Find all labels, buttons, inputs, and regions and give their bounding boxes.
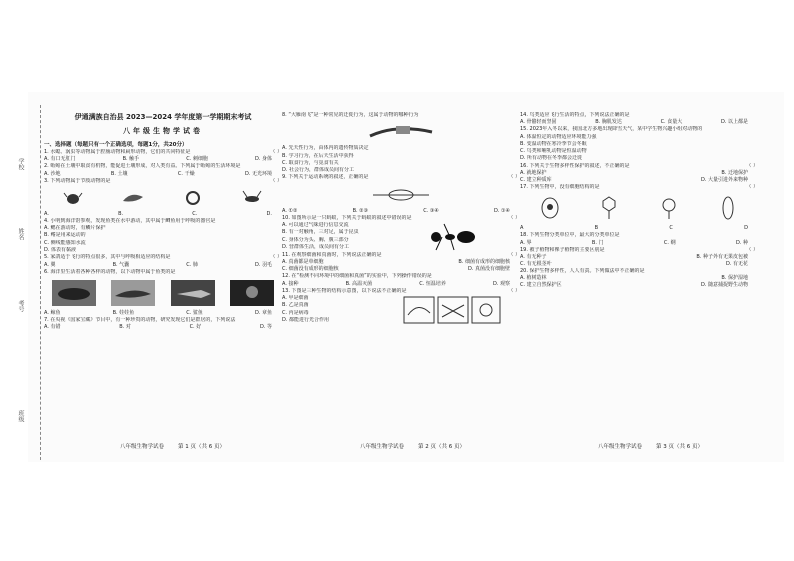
question-1: 1. 水螅、涡虫等动物属于腔肠动物和扁形动物，它们的共同特征是 （ ） <box>44 149 282 155</box>
question-9-image <box>282 184 520 206</box>
question-15-option-b: B. 变温动物在寒冷季节会冬眠 <box>520 140 587 147</box>
question-17-options: A B C D <box>520 225 748 232</box>
question-4-option-a: A. 鳃在游动时，有鳞片保护 <box>44 225 106 232</box>
binding-line <box>40 105 41 460</box>
muscle-diagram-icon <box>371 185 431 205</box>
question-10: 10. 如图所示是一只蚂蚁，下列关于蚂蚁的叙述中错误的是 （ ） <box>282 214 520 221</box>
question-5: 5. 家鸽适于飞行的特点很多，其中与呼吸相适应的结构是 （ ） <box>44 254 282 261</box>
cell-icon <box>538 195 562 221</box>
question-19-options-row2: C. 有无根茎叶 D. 有无花 <box>520 260 748 267</box>
question-13-option-a: A. 甲是细菌 <box>282 294 309 301</box>
octopus-photo-icon <box>230 280 274 306</box>
page-1-footer: 八年级生物学试卷 第 1 页（共 6 页） <box>120 444 226 450</box>
question-15-option-a: A. 体温恒定的动物适应环境能力强 <box>520 133 597 140</box>
question-2: 2. 蚯蚓在土壤中取食有机物，能促进土壤形成，对人类有益。下列属于蚯蚓的生活环境是 <box>44 163 241 170</box>
question-15-option-c: C. 鸟类和哺乳动物是恒温动物 <box>520 148 587 155</box>
question-10-option-a: A. 可以通过气味进行信息交流 <box>282 222 349 229</box>
question-10-option-d: D. 营群体生活，成员间有分工 <box>282 243 350 250</box>
question-12-options: A. 接种 B. 高温灭菌 C. 恒温培养 D. 观察 <box>282 280 510 287</box>
question-19-options-row1: A. 有无种子 B. 种子外有无果皮包被 <box>520 253 748 260</box>
question-8: 8. “大雁南飞”是一种常见的迁徙行为，这属于动物的哪种行为 <box>282 112 419 118</box>
salamander-photo-icon <box>111 280 155 306</box>
question-6: 6. 海洋里生活着各种各样的动物，以下动物中属于鱼类的是 <box>44 268 176 275</box>
question-8-image <box>282 121 520 143</box>
question-3-options: A. B. C. D. <box>44 210 272 217</box>
insect-icon <box>241 189 263 207</box>
question-4-option-c: C. 侧线能感知水流 <box>44 239 86 246</box>
question-7: 7. 在央视《国家宝藏》节目中，有一种珍贵的动物，研究发现它们是群居的，下列说法 <box>44 316 236 323</box>
shark-photo-icon <box>171 280 215 306</box>
question-9-options: A. ①② B. ②③ C. ③④ D. ①④ <box>282 207 510 214</box>
question-19: 19. 被子植物和裸子植物的主要区别是 （ ） <box>520 246 758 253</box>
side-label-school: 学校 <box>17 158 24 170</box>
exam-title: 伊通满族自治县 2023—2024 学年度第一学期期末考试 <box>74 113 252 121</box>
question-17: 17. 下列生物中，没有细胞结构的是 （ ） <box>520 184 758 191</box>
yeast-icon <box>657 195 681 221</box>
question-16: 16. 下列关于生物多样性保护的叙述，不正确的是 （ ） <box>520 162 758 169</box>
question-8-option-d: D. 社会行为，群体成员间有分工 <box>282 167 355 174</box>
page-3-column <box>520 100 758 445</box>
microbe-diagram-icon <box>402 295 502 325</box>
question-10-block <box>282 222 520 252</box>
question-13-block <box>282 295 520 325</box>
question-6-options: A. 鲸鱼 B. 娃娃鱼 C. 鲨鱼 D. 章鱼 <box>44 309 272 316</box>
side-label-exam-number: 考号 <box>17 300 24 312</box>
question-13: 13. 下图是三种生物的结构示意图，以下说法不正确的是 （ ） <box>282 287 520 294</box>
ant-icon <box>422 222 482 252</box>
question-13-option-d: D. 都能进行光合作用 <box>282 316 330 323</box>
question-4-option-b: B. 鳍是用来运动的 <box>44 232 86 239</box>
question-7-options: A. 有错 B. 对 C. 好 D. 等 <box>44 324 272 331</box>
question-20: 20. 保护生物多样性，人人有责。下列做法中不正确的是 <box>520 267 645 274</box>
question-8-option-c: C. 取食行为，与觅食有关 <box>282 159 339 166</box>
question-18-options: A. 界 B. 门 C. 纲 D. 种 <box>520 239 748 246</box>
question-3: 3. 下列动物属于节肢动物的是 （ ） <box>44 177 282 184</box>
virus-icon <box>597 195 621 221</box>
question-11: 11. 在观察细菌和真菌时，下列说法正确的是 （ ） <box>282 252 520 259</box>
page-2-footer: 八年级生物学试卷 第 2 页（共 6 页） <box>360 444 466 450</box>
question-16-options-row2: C. 建立种质库 D. 大量引进外来物种 <box>520 177 748 184</box>
question-2-options: A. 沙地 B. 土壤 C. 干燥 D. 无光环境 <box>44 170 272 177</box>
question-12: 12. 在“检测不同环境中的细菌和真菌”的实验中，下列操作错误的是 <box>282 273 432 280</box>
joint-diagram-icon <box>366 122 436 142</box>
question-13-option-b: B. 乙是真菌 <box>282 302 309 309</box>
question-15-option-d: D. 所有动物在冬季都会迁徙 <box>520 155 583 162</box>
question-9: 9. 下列关于运动系统的叙述，正确的是 （ ） <box>282 174 520 181</box>
whale-photo-icon <box>52 280 96 306</box>
question-4: 4. 小明到海洋馆参观，发现鱼类在水中游动，其中属于鲫鱼用于呼吸的器官是 <box>44 217 216 224</box>
question-16-options-row1: A. 就地保护 B. 迁地保护 <box>520 170 748 177</box>
page-2-column <box>282 100 520 445</box>
question-1-options: A. 有口无肛门 B. 触手 C. 刺细胞 D. 身体 <box>44 156 272 163</box>
beetle-icon <box>63 189 83 207</box>
question-4-option-d: D. 体表有黏液 <box>44 247 77 254</box>
exam-subtitle: 八年级生物学试卷 <box>123 127 203 135</box>
page-1-column <box>44 100 282 445</box>
question-5-options: A. 翼 B. 气囊 C. 肺 D. 羽毛 <box>44 261 272 268</box>
page-3-footer: 八年级生物学试卷 第 3 页（共 6 页） <box>598 444 704 450</box>
section-heading: 一、选择题（每题只有一个正确选项，每题1分，共20分） <box>44 142 188 148</box>
question-14-options: A. 骨骼轻而坚固 B. 胸肌发达 C. 食量大 D. 以上都是 <box>520 119 748 126</box>
question-8-option-a: A. 先天性行为，由体内的遗传物质决定 <box>282 145 369 152</box>
shrimp-icon <box>121 189 145 207</box>
side-label-name: 姓名 <box>17 228 24 240</box>
question-18: 18. 下列生物分类单位中，最大的分类单位是 <box>520 232 620 239</box>
question-13-option-c: C. 丙是病毒 <box>282 309 309 316</box>
question-20-options-row2: C. 建立自然保护区 D. 随意捕捉野生动物 <box>520 282 748 289</box>
snail-icon <box>183 189 203 207</box>
question-10-option-c: C. 身体分为头、胸、腹三部分 <box>282 236 349 243</box>
question-20-options-row1: A. 植树造林 B. 保护湿地 <box>520 275 748 282</box>
question-17-images <box>520 193 758 223</box>
question-8-option-b: B. 学习行为，在后天生活中获得 <box>282 152 354 159</box>
paramecium-icon <box>716 195 740 221</box>
question-15: 15. 2023年入冬以来，我国北方多地出现降雪天气，某中学生物兴趣小组对动物的 <box>520 126 703 133</box>
question-14: 14. 鸟类适应飞行生活的特点，下列说法正确的是 <box>520 112 630 118</box>
side-label-class: 班级 <box>17 410 24 422</box>
question-10-option-b: B. 有一对触角，三对足，属于昆虫 <box>282 229 359 236</box>
question-11-options-row2: C. 细菌没有成形的细胞核 D. 真菌没有细胞壁 <box>282 266 510 273</box>
question-6-images <box>44 278 282 308</box>
question-3-images <box>44 187 282 209</box>
question-11-options-row1: A. 真菌都是单细胞 B. 细菌有成形的细胞核 <box>282 259 510 266</box>
